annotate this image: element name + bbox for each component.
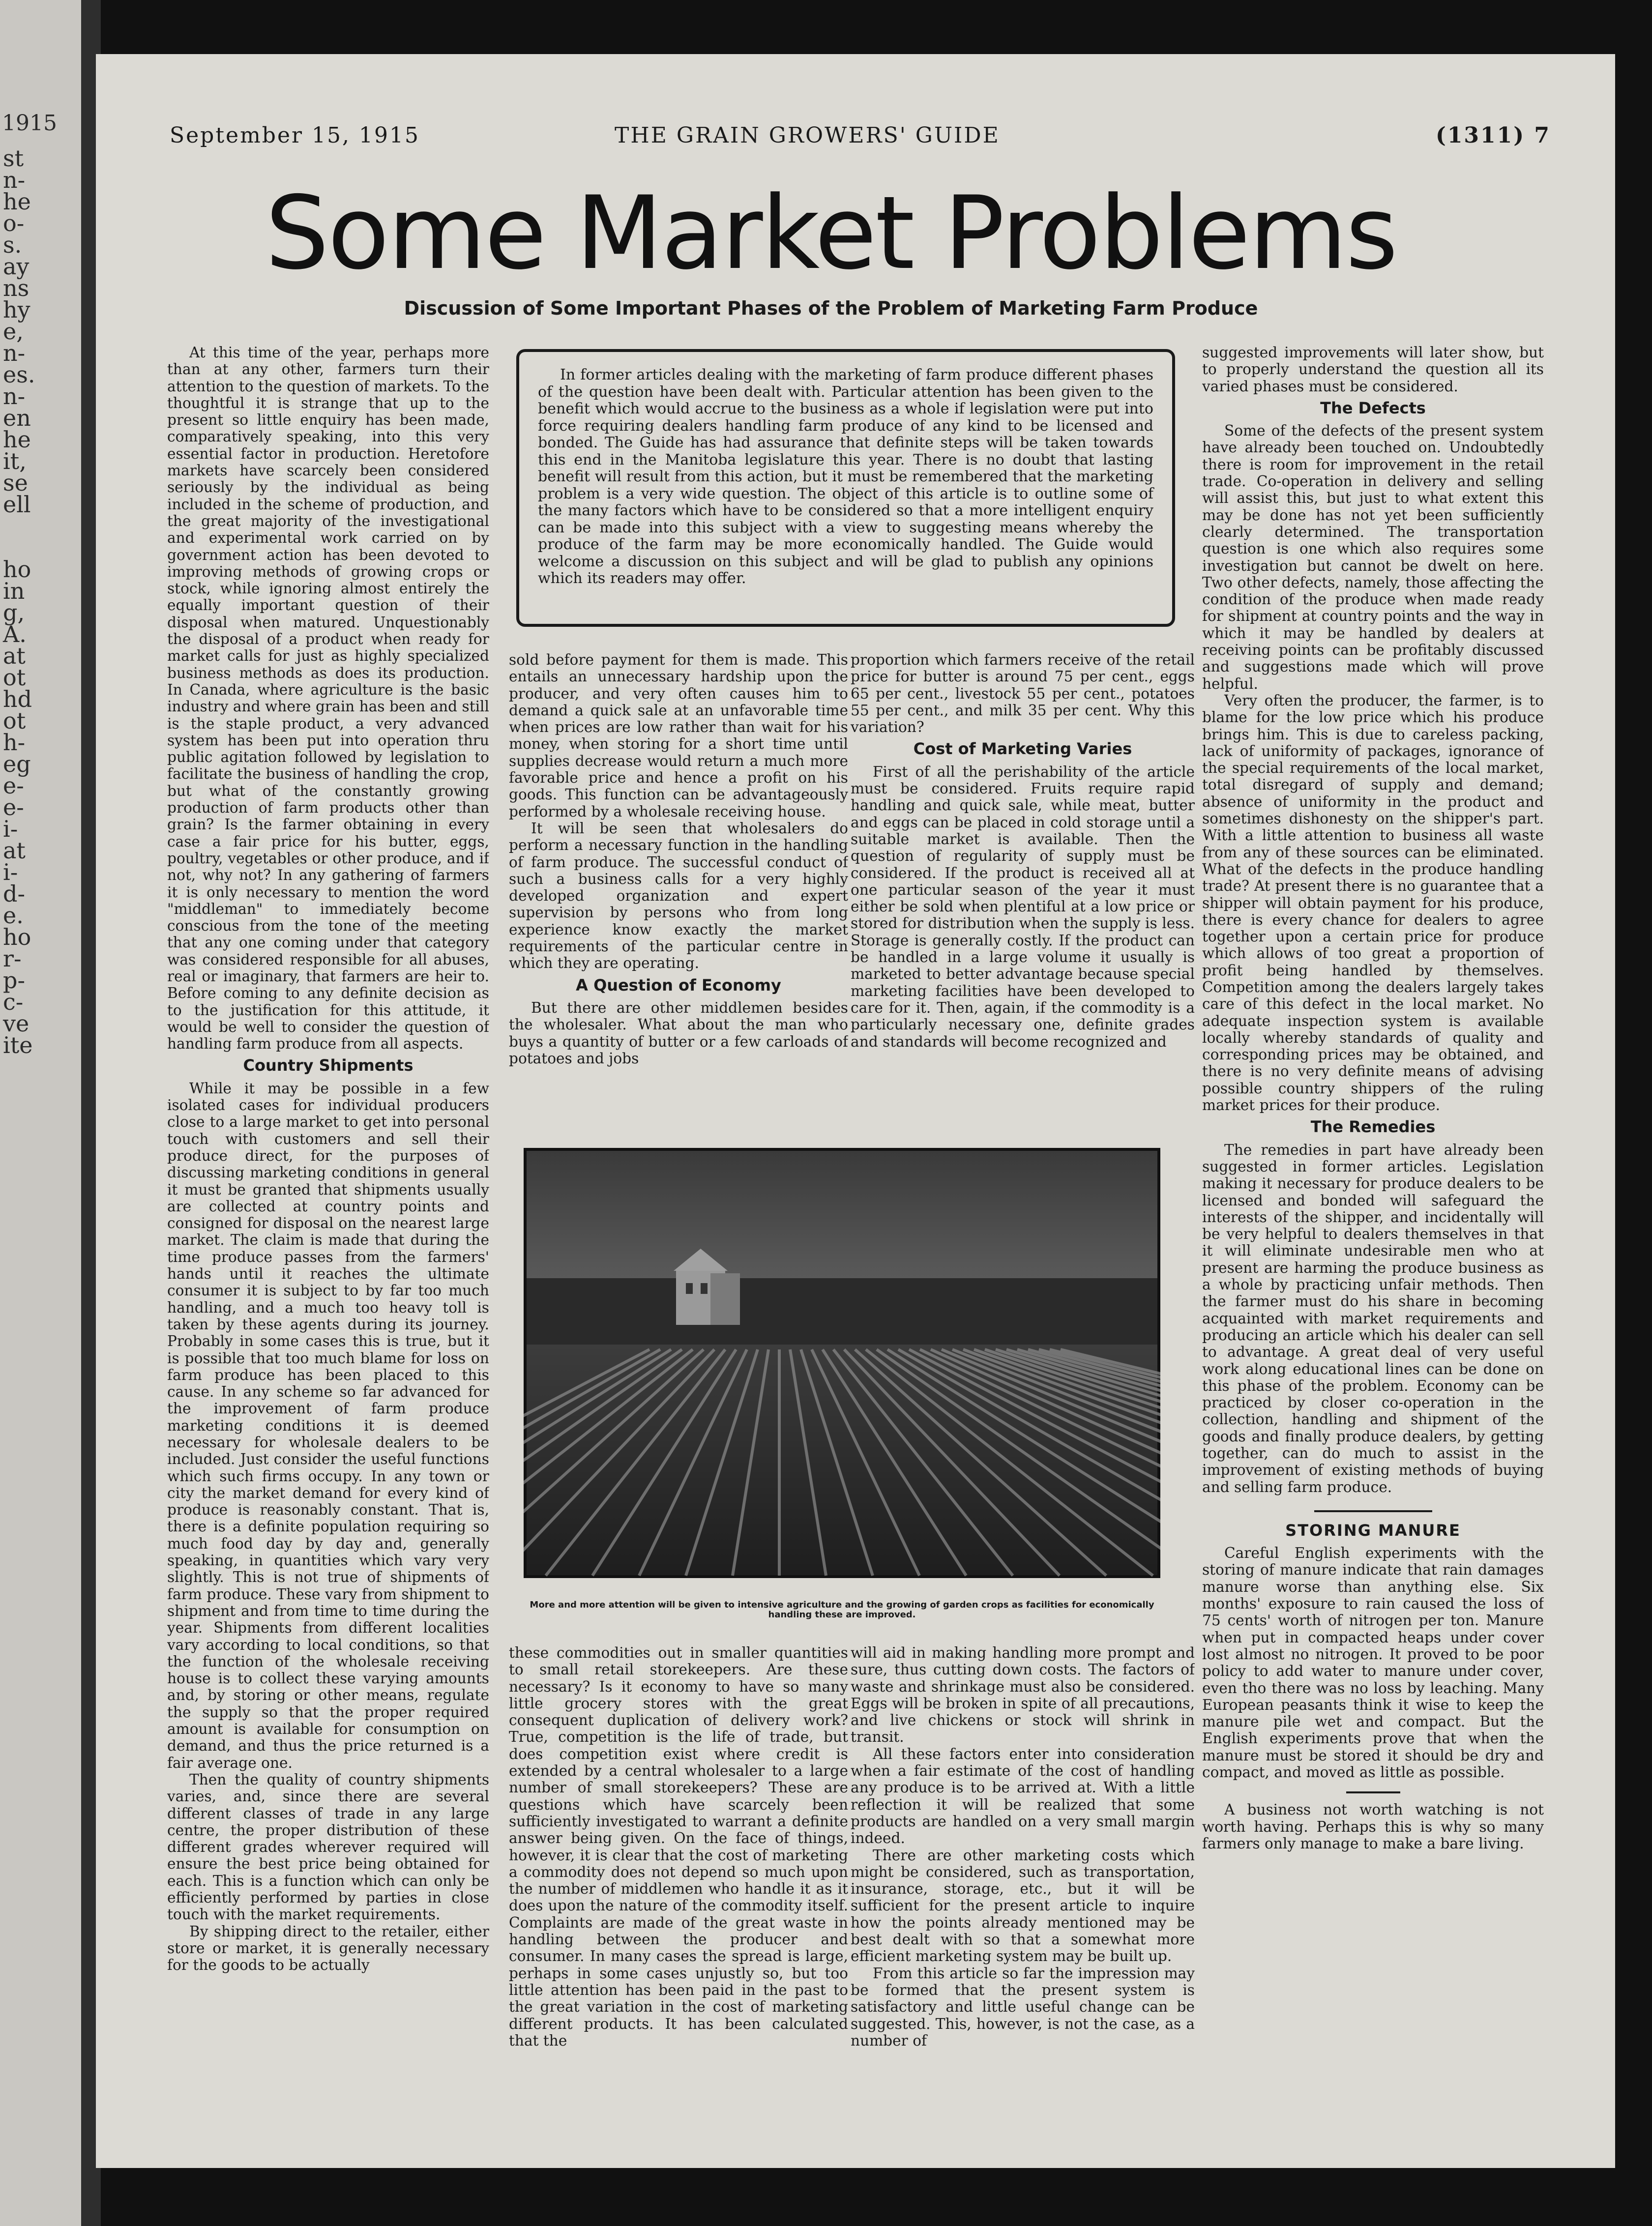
adjacent-page-fragment: ay: [3, 253, 30, 280]
adjacent-page-fragment: in: [3, 578, 25, 604]
paragraph: While it may be possible in a few isolated cases for individual producers close to a large market to get into personal touch with customers and sell their produce direct, for the purposes of discussing marketing conditions in general it must be granted that shipments usually are collected at country points and consigned for disposal on the nearest large market. The claim is made that during the time produce passes from the farmers' hands until it reaches the ultimate consumer it is subject to by far too much handling, and a much too heavy toll is taken by these agents during its journey. Probably in some cases this is true, but it is possible that too much blame for loss on farm produce has been placed to this cause. In any scheme so far advanced for the improvement of farm produce marketing conditions it is deemed necessary for wholesale dealers to be included. Just consider the useful functions which such firms occupy. In any town or city the market demand for every kind of produce is reasonably constant. That is, there is a definite population requiring so much food day by day and, generally speaking, in quantities which vary very slightly. This is not true of shipments of farm produce. These vary from shipment to shipment and from time to time during the year. Shipments from different localities vary according to local conditions, so that the function of the wholesale receiving house is to collect these varying amounts and, by storing or other means, regulate the supply so that the proper required amount is available for consumption on demand, and thus the price returned is a fair average one.: [167, 1080, 489, 1771]
paragraph: All these factors enter into consideration when a fair estimate of the cost of handling any produce is to be arrived at. With a little reflection it will be realized that some products are handled on a very small margin indeed.: [851, 1745, 1195, 1847]
adjacent-page-fragment: p-: [3, 967, 25, 994]
column-2-top: [509, 651, 848, 1145]
adjacent-page-fragment: n-: [3, 167, 26, 193]
adjacent-page-fragment: i-: [3, 859, 18, 885]
adjacent-page-strip: [0, 0, 88, 2226]
adjacent-page-fragments: [0, 147, 88, 1056]
adjacent-page-fragment: it,: [3, 448, 27, 474]
adjacent-page-fragment: e.: [3, 902, 24, 929]
intro-text: In former articles dealing with the marketing of farm produce different phases of the question have been dealt with. Particular attention has been given to the benefit which would accrue to the business as a whole if legislation were put into force requiring dealers handling farm produce of any kind to be licensed and bonded. The Guide has had assurance that definite steps will be taken towards this end in the Manitoba legislature this year. There is no doubt that lasting benefit will result from this action, but it must be remembered that the marketing problem is a very wide question. The object of this article is to outline some of the many factors which have to be considered so that a more intelligent enquiry can be made into this subject with a view to suggesting means whereby the produce of the farm may be more economically handled. The Guide would welcome a discussion on this subject and will be glad to publish any opinions which its readers may offer.: [538, 366, 1153, 587]
paragraph: At this time of the year, perhaps more than at any other, farmers turn their attention to the question of markets. To the thoughtful it is strange that up to the present so little enquiry has been made, comparatively speaking, into this very essential factor in production. Heretofore markets have scarcely been considered seriously by the individual as being included in the scheme of production, and the great majority of the investigational and experimental work carried on by government action has been devoted to improving methods of growing crops or stock, while ignoring almost entirely the equally important question of their disposal when matured. Unquestionably the disposal of a product when ready for market calls for just as highly specialized business methods as does its production. In Canada, where agriculture is the basic industry and where grain has been and still is the staple product, a very advanced system has been put into operation thru public agitation followed by legislation to facilitate the business of handling the crop, but what of the constantly growing production of farm products other than grain? Is the farmer obtaining in every case a fair price for his butter, eggs, poultry, vegetables or other produce, and if not, why not? In any gathering of farmers it is only necessary to mention the word "middleman" to immediately become conscious from the tone of the meeting that any one coming under that category was considered responsible for all abuses, real or imaginary, that farmers are heir to. Before coming to any definite decision as to the justification for this attitude, it would be well to consider the question of handling farm produce from all aspects.: [167, 344, 489, 1053]
intro-box: [516, 349, 1175, 627]
section-heading-storing-manure: STORING MANURE: [1285, 1521, 1461, 1540]
column-3-bottom: [851, 1644, 1195, 2129]
paragraph: From this article so far the impression may be formed that the present system is satisfactory and little useful change can be suggested. This, however, is not the case, as a number of: [851, 1964, 1195, 2049]
issue-date: September 15, 1915: [170, 123, 420, 148]
newspaper-page: [96, 54, 1615, 2168]
article-subtitle: Discussion of Some Important Phases of the Problem of Marketing Farm Produce: [404, 297, 1258, 319]
section-heading-economy: A Question of Economy: [576, 975, 781, 995]
adjacent-page-fragment: [0, 537, 88, 558]
paragraph: It will be seen that wholesalers do perform a necessary function in the handling of farm produce. The successful conduct of such a business calls for a very highly developed organization and expert supervision by persons who from long experience know exactly the market requirements of the particular centre in which they are operating.: [509, 820, 848, 972]
paragraph: Careful English experiments with the storing of manure indicate that rain damages manure worse than anything else. Six months' exposure to rain caused the loss of 75 cents' worth of nitrogen per ton. Manure when put in compacted heaps under cover lost almost no nitrogen. It proved to be poor policy to add water to manure under cover, even tho there was no loss by leaching. Many European peasants think it wise to keep the manure pile wet and compact. But the English experiments prove that when the manure must be stored it should be dry and compact, and moved as little as possible.: [1202, 1545, 1544, 1781]
column-1: [167, 344, 489, 2126]
adjacent-page-fragment: eg: [3, 751, 31, 777]
paragraph: Very often the producer, the farmer, is to blame for the low price which his produce brings him. This is due to careless packing, lack of uniformity of packages, ignorance of the special requirements of the local market, total disregard of supply and demand; absence of uniformity in the product and sometimes dishonesty on the shipper's part. With a little attention to business all waste from any of these sources can be eliminated. What of the defects in the produce handling trade? At present there is no guarantee that a shipper will obtain payment for his produce, there is every chance for dealers to agree together upon a certain price for produce which allows of too great a proportion of profit being handled by themselves. Competition among the dealers largely takes care of this defect in the local market. No adequate inspection system is available locally whereby standards of quality and corresponding prices may be obtained, and there is no very definite means of advising possible country shippers of the ruling market prices for their produce.: [1202, 692, 1544, 1114]
adjacent-page-fragment: hd: [3, 686, 32, 712]
adjacent-page-fragment: e,: [3, 318, 24, 345]
adjacent-page-fragment: n-: [3, 383, 26, 410]
adjacent-page-fragment: ns: [3, 275, 30, 301]
adjacent-page-fragment: e-: [3, 772, 24, 799]
section-heading-defects: The Defects: [1320, 398, 1426, 417]
adjacent-page-fragment: at: [3, 643, 26, 669]
paragraph: these commodities out in smaller quantities to small retail storekeepers. Are these necessary? Is it economy to have so many little grocery stores with the great consequent duplication of delivery work? True, competition is the life of trade, but does competition exist where credit is extended by a central wholesaler to a large number of small storekeepers? These are questions which have scarcely been sufficiently investigated to warrant a definite answer being given. On the face of things, however, it is clear that the cost of marketing a commodity does not depend so much upon the number of middlemen who handle it as it does upon the nature of the commodity itself. Complaints are made of the great waste in handling between the producer and consumer. In many cases the spread is large, perhaps in some cases unjustly so, but too little attention has been paid in the past to the great variation in the cost of marketing different products. It has been calculated that the: [509, 1644, 848, 2049]
paragraph: But there are other middlemen besides the wholesaler. What about the man who buys a quantity of butter or a few carloads of potatoes and jobs: [509, 999, 848, 1067]
column-4: [1202, 344, 1544, 2141]
adjacent-page-fragment: h-: [3, 729, 26, 756]
adjacent-page-fragment: ho: [3, 556, 31, 583]
paragraph: suggested improvements will later show, but to properly understand the question all its varied phases must be considered.: [1202, 344, 1544, 395]
adjacent-page-fragment: ot: [3, 707, 26, 734]
adjacent-page-fragment: at: [3, 837, 26, 864]
page-number: (1311) 7: [1436, 123, 1551, 148]
paragraph: There are other marketing costs which might be considered, such as transportation, insurance, storage, etc., but it will be sufficient for the present article to inquire how the points already mentioned may be best dealt with so that a somewhat more efficient marketing system may be built up.: [851, 1846, 1195, 1965]
adjacent-page-fragment: A.: [3, 621, 27, 647]
paragraph: sold before payment for them is made. This entails an unnecessary hardship upon the producer, and very often causes him to demand a quick sale at an unfavorable time when prices are low rather than wait for his money, when storing for a short time until supplies decrease would return a much more favorable price and hence a profit on his goods. This function can be advantageously performed by a wholesale receiving house.: [509, 651, 848, 820]
adjacent-page-year: 1915: [2, 111, 57, 136]
adjacent-page-fragment: [0, 515, 88, 537]
article-title: Some Market Problems: [265, 175, 1397, 292]
paragraph: will aid in making handling more prompt and sure, thus cutting down costs. The factors of waste and shrinkage must also be considered. Eggs will be broken in spite of all precautions, and live chickens or stock will shrink in transit.: [851, 1644, 1195, 1746]
adjacent-page-fragment: n-: [3, 340, 26, 366]
adjacent-page-fragment: d-: [3, 880, 25, 907]
adjacent-page-fragment: ot: [3, 664, 26, 691]
adjacent-page-fragment: he: [3, 188, 31, 215]
adjacent-page-fragment: ite: [3, 1032, 33, 1058]
adjacent-page-fragment: hy: [3, 296, 30, 323]
adjacent-page-fragment: ve: [3, 1010, 30, 1037]
adjacent-page-fragment: i-: [3, 816, 18, 842]
adjacent-page-fragment: st: [3, 145, 24, 172]
adjacent-page-fragment: s.: [3, 232, 22, 258]
adjacent-page-fragment: o-: [3, 210, 25, 236]
paragraph: First of all the perishability of the article must be considered. Fruits require rapid handling and quick sale, while meat, butter and eggs can be placed in cold storage until a suitable market is available. Then the question of regularity of supply must be considered. If the product is received all at one particular season of the year it must either be sold when plentiful at a low price or stored for distribution when the supply is less. Storage is generally costly. If the product can be handled in a large volume it usually is marketed to better advantage because special marketing facilities have been developed to care for it. Then, again, if the commodity is a particularly necessary one, definite grades and standards will become recognized and: [851, 763, 1195, 1050]
field-photo: [524, 1148, 1160, 1578]
paragraph: Some of the defects of the present system have already been touched on. Undoubtedly there is room for improvement in the retail trade. Co-operation in delivery and selling will assist this, but just to what extent this may be done has not yet been sufficiently clearly determined. The transportation question is one which also requires some investigation but cannot be dwelt on here. Two other defects, namely, those affecting the condition of the produce when made ready for shipment at country points and the way in which it may be handled by dealers at receiving points can be profitably discussed and suggestions made which will prove helpful.: [1202, 422, 1544, 692]
adjacent-page-fragment: en: [3, 405, 31, 431]
paragraph: proportion which farmers receive of the retail price for butter is around 75 per cent., eggs 65 per cent., livestock 55 per cent., potatoes 55 per cent., and milk 35 per cent. Why this variation?: [851, 651, 1195, 736]
paragraph: By shipping direct to the retailer, either store or market, it is generally necessary for the goods to be actually: [167, 1923, 489, 1974]
section-rule: [1314, 1510, 1432, 1512]
adjacent-page-fragment: g,: [3, 599, 25, 626]
adjacent-page-fragment: ell: [3, 491, 31, 518]
column-3-top: [851, 651, 1195, 1145]
adjacent-page-fragment: r-: [3, 945, 22, 972]
paragraph: The remedies in part have already been suggested in former articles. Legislation making it necessary for produce dealers to be licensed and bonded will safeguard the interests of the shipper, and incidentally will be very helpful to dealers themselves in that it will eliminate undesirable men who at present are harming the produce business as a whole by practicing unfair methods. Then the farmer must do his share in becoming acquainted with market requirements and producing an article which his dealer can sell to advantage. A great deal of very useful work along educational lines can be done on this phase of the problem. Economy can be practiced by closer co-operation in the collection, handling and shipment of the goods and finally produce dealers, by getting together, can do much to assist in the improvement of existing methods of buying and selling farm produce.: [1202, 1141, 1544, 1495]
section-heading-remedies: The Remedies: [1310, 1117, 1436, 1137]
publication-name: THE GRAIN GROWERS' GUIDE: [615, 123, 1000, 148]
paragraph: A business not worth watching is not worth having. Perhaps this is why so many farmers only manage to make a bare living.: [1202, 1801, 1544, 1852]
adjacent-page-fragment: es.: [3, 361, 35, 388]
paragraph: Then the quality of country shipments varies, and, since there are several different classes of trade in any large centre, the proper distribution of these different grades wherever required will ensure the best price being obtained for each. This is a function which can only be efficiently performed by parties in close touch with the market requirements.: [167, 1771, 489, 1923]
adjacent-page-fragment: he: [3, 426, 31, 453]
adjacent-page-fragment: e-: [3, 794, 24, 820]
adjacent-page-fragment: c-: [3, 989, 24, 1015]
adjacent-page-fragment: se: [3, 469, 28, 496]
section-heading-cost: Cost of Marketing Varies: [913, 739, 1132, 759]
photo-caption: More and more attention will be given to intensive agriculture and the growing of garden crops as facilities for economically handling these are improved.: [530, 1600, 1154, 1620]
column-2-bottom: [509, 1644, 848, 2129]
section-rule: [1346, 1791, 1400, 1793]
section-heading-country-shipments: Country Shipments: [243, 1056, 413, 1075]
adjacent-page-fragment: ho: [3, 924, 31, 950]
